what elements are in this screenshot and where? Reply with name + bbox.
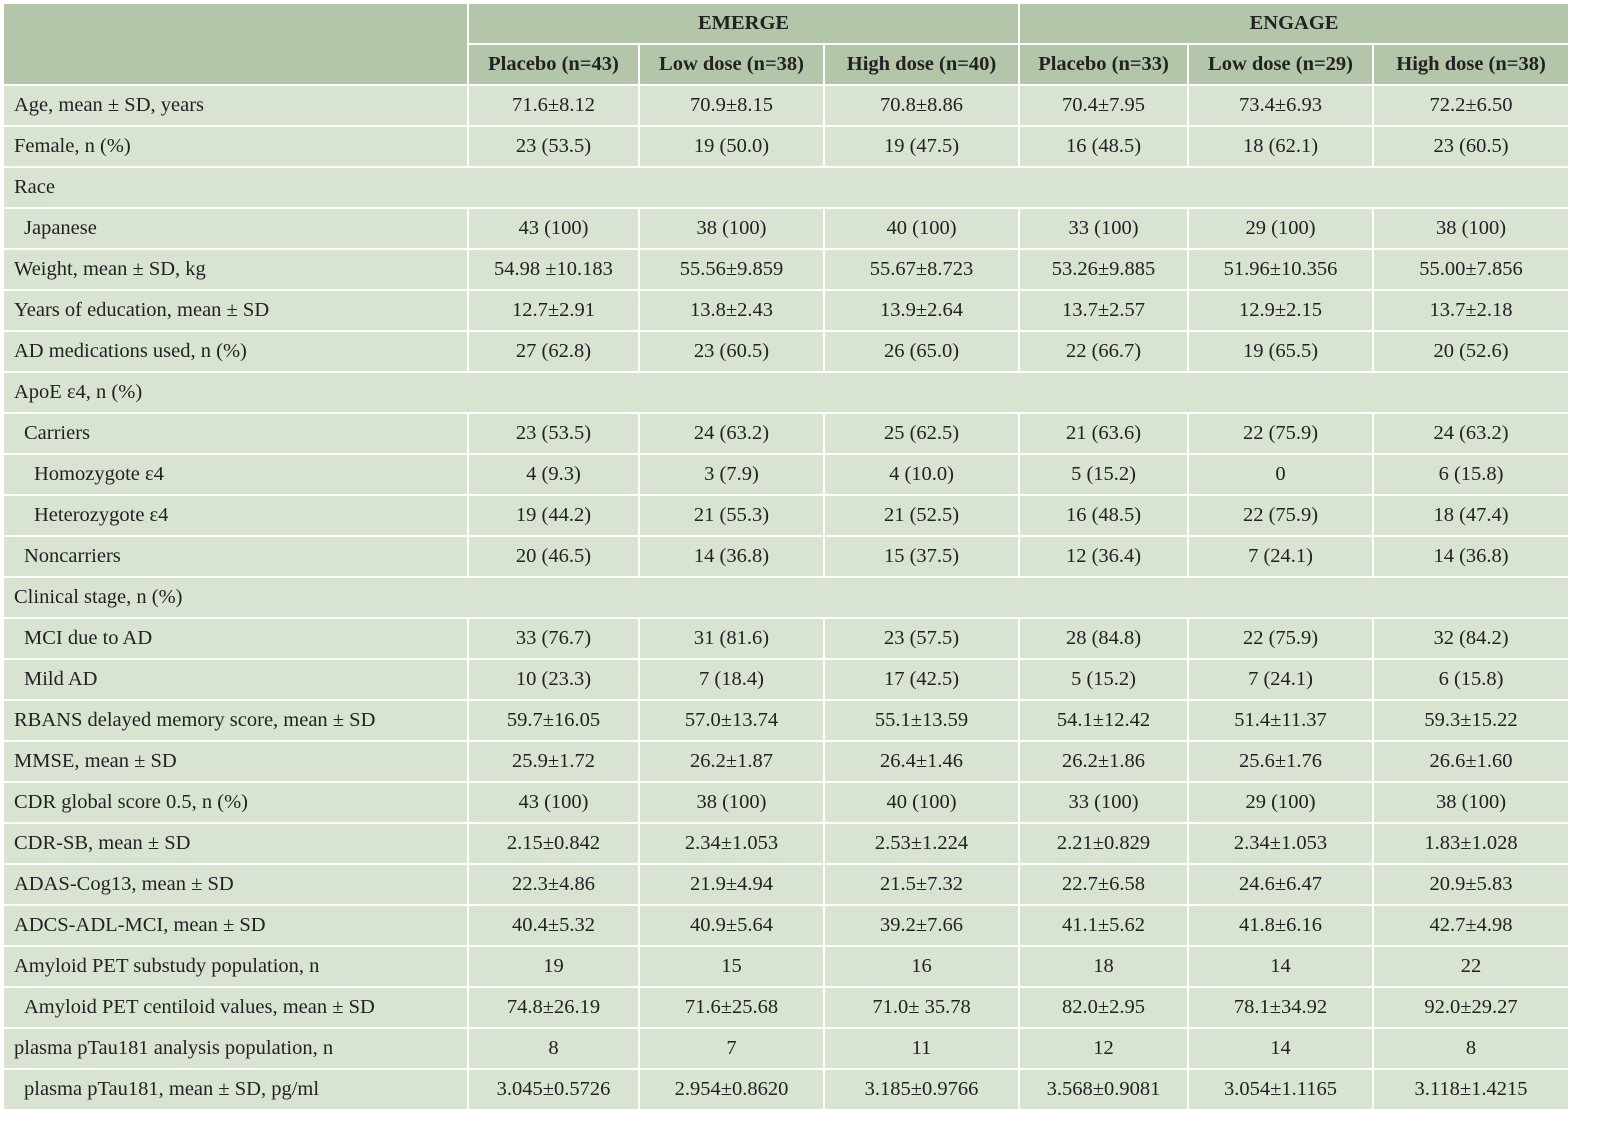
row-label: Years of education, mean ± SD (3, 290, 468, 331)
row-label: Race (3, 167, 1569, 208)
table-cell: 25.9±1.72 (468, 741, 639, 782)
table-cell: 3.054±1.1165 (1188, 1069, 1373, 1110)
table-cell: 11 (824, 1028, 1019, 1069)
table-row (3, 741, 1569, 782)
table-cell: 40.4±5.32 (468, 905, 639, 946)
table-row (3, 1069, 1569, 1110)
table-cell: 26.2±1.86 (1019, 741, 1188, 782)
row-label: CDR global score 0.5, n (%) (3, 782, 468, 823)
table-cell: 8 (468, 1028, 639, 1069)
table-cell: 12 (1019, 1028, 1188, 1069)
table-row (3, 454, 1569, 495)
table-cell: 51.4±11.37 (1188, 700, 1373, 741)
table-cell: 73.4±6.93 (1188, 85, 1373, 126)
table-cell: 54.1±12.42 (1019, 700, 1188, 741)
table-cell: 10 (23.3) (468, 659, 639, 700)
table-cell: 5 (15.2) (1019, 659, 1188, 700)
table-row (3, 864, 1569, 905)
table-cell: 70.8±8.86 (824, 85, 1019, 126)
table-cell: 40 (100) (824, 208, 1019, 249)
table-cell: 29 (100) (1188, 208, 1373, 249)
table-cell: 3.568±0.9081 (1019, 1069, 1188, 1110)
row-label: AD medications used, n (%) (3, 331, 468, 372)
table-cell: 82.0±2.95 (1019, 987, 1188, 1028)
table-cell: 19 (50.0) (639, 126, 824, 167)
table-cell: 27 (62.8) (468, 331, 639, 372)
table-cell: 25.6±1.76 (1188, 741, 1373, 782)
table-cell: 78.1±34.92 (1188, 987, 1373, 1028)
table-cell: 40.9±5.64 (639, 905, 824, 946)
table-cell: 14 (36.8) (1373, 536, 1569, 577)
row-label: Weight, mean ± SD, kg (3, 249, 468, 290)
row-label: plasma pTau181, mean ± SD, pg/ml (3, 1069, 468, 1110)
table-cell: 2.954±0.8620 (639, 1069, 824, 1110)
table-row (3, 85, 1569, 126)
table-cell: 1.83±1.028 (1373, 823, 1569, 864)
table-cell: 74.8±26.19 (468, 987, 639, 1028)
table-cell: 13.7±2.57 (1019, 290, 1188, 331)
table-cell: 4 (9.3) (468, 454, 639, 495)
column-header: Placebo (n=33) (1019, 44, 1188, 85)
table-cell: 38 (100) (639, 208, 824, 249)
row-label: ADAS-Cog13, mean ± SD (3, 864, 468, 905)
table-cell: 72.2±6.50 (1373, 85, 1569, 126)
table-cell: 19 (47.5) (824, 126, 1019, 167)
table-cell: 25 (62.5) (824, 413, 1019, 454)
table-cell: 16 (48.5) (1019, 126, 1188, 167)
table-cell: 59.7±16.05 (468, 700, 639, 741)
row-label: RBANS delayed memory score, mean ± SD (3, 700, 468, 741)
header-corner-cell (3, 3, 468, 85)
table-cell: 16 (824, 946, 1019, 987)
table-cell: 92.0±29.27 (1373, 987, 1569, 1028)
table-cell: 21 (63.6) (1019, 413, 1188, 454)
table-cell: 7 (24.1) (1188, 659, 1373, 700)
row-label: plasma pTau181 analysis population, n (3, 1028, 468, 1069)
table-cell: 53.26±9.885 (1019, 249, 1188, 290)
table-cell: 2.34±1.053 (1188, 823, 1373, 864)
row-label: Homozygote ε4 (3, 454, 468, 495)
table-cell: 20.9±5.83 (1373, 864, 1569, 905)
row-label: Amyloid PET centiloid values, mean ± SD (3, 987, 468, 1028)
table-cell: 22 (75.9) (1188, 413, 1373, 454)
table-cell: 19 (468, 946, 639, 987)
table-cell: 22 (75.9) (1188, 495, 1373, 536)
table-cell: 16 (48.5) (1019, 495, 1188, 536)
row-label: Amyloid PET substudy population, n (3, 946, 468, 987)
row-label: ADCS-ADL-MCI, mean ± SD (3, 905, 468, 946)
group-header-emerge: EMERGE (468, 3, 1019, 44)
table-cell: 33 (100) (1019, 208, 1188, 249)
table-cell: 15 (639, 946, 824, 987)
table-row (3, 987, 1569, 1028)
table-cell: 33 (76.7) (468, 618, 639, 659)
table-row (3, 372, 1569, 413)
table-header (3, 3, 1569, 85)
table-cell: 2.34±1.053 (639, 823, 824, 864)
table-cell: 0 (1188, 454, 1373, 495)
table-cell: 59.3±15.22 (1373, 700, 1569, 741)
table-cell: 40 (100) (824, 782, 1019, 823)
table-cell: 41.1±5.62 (1019, 905, 1188, 946)
table-cell: 2.15±0.842 (468, 823, 639, 864)
table-cell: 55.00±7.856 (1373, 249, 1569, 290)
table-cell: 28 (84.8) (1019, 618, 1188, 659)
table-row (3, 577, 1569, 618)
table-cell: 43 (100) (468, 782, 639, 823)
table-cell: 71.6±8.12 (468, 85, 639, 126)
table-cell: 7 (639, 1028, 824, 1069)
table-cell: 21 (55.3) (639, 495, 824, 536)
table-cell: 57.0±13.74 (639, 700, 824, 741)
table-cell: 24.6±6.47 (1188, 864, 1373, 905)
table-row (3, 618, 1569, 659)
table-row (3, 782, 1569, 823)
table-cell: 4 (10.0) (824, 454, 1019, 495)
table-cell: 22 (1373, 946, 1569, 987)
table-cell: 12.9±2.15 (1188, 290, 1373, 331)
table-row (3, 495, 1569, 536)
table-cell: 24 (63.2) (1373, 413, 1569, 454)
table-cell: 38 (100) (1373, 782, 1569, 823)
table-cell: 21.5±7.32 (824, 864, 1019, 905)
row-label: ApoE ε4, n (%) (3, 372, 1569, 413)
table-cell: 12.7±2.91 (468, 290, 639, 331)
table-cell: 23 (53.5) (468, 126, 639, 167)
table-cell: 43 (100) (468, 208, 639, 249)
table-cell: 17 (42.5) (824, 659, 1019, 700)
table-cell: 38 (100) (1373, 208, 1569, 249)
table-cell: 41.8±6.16 (1188, 905, 1373, 946)
table-row (3, 413, 1569, 454)
table-cell: 33 (100) (1019, 782, 1188, 823)
table-body (3, 85, 1569, 1110)
table-cell: 23 (60.5) (1373, 126, 1569, 167)
column-header: Placebo (n=43) (468, 44, 639, 85)
baseline-characteristics-table (2, 2, 1570, 1111)
column-header: High dose (n=38) (1373, 44, 1569, 85)
table-cell: 21.9±4.94 (639, 864, 824, 905)
table-cell: 6 (15.8) (1373, 659, 1569, 700)
row-label: Japanese (3, 208, 468, 249)
table-cell: 14 (1188, 1028, 1373, 1069)
table-cell: 8 (1373, 1028, 1569, 1069)
table-row (3, 249, 1569, 290)
table-cell: 23 (53.5) (468, 413, 639, 454)
table-cell: 3 (7.9) (639, 454, 824, 495)
table-cell: 21 (52.5) (824, 495, 1019, 536)
row-label: Clinical stage, n (%) (3, 577, 1569, 618)
table-cell: 15 (37.5) (824, 536, 1019, 577)
table-cell: 2.21±0.829 (1019, 823, 1188, 864)
table-row (3, 946, 1569, 987)
table-cell: 55.1±13.59 (824, 700, 1019, 741)
table-cell: 54.98 ±10.183 (468, 249, 639, 290)
row-label: Carriers (3, 413, 468, 454)
table-row (3, 1028, 1569, 1069)
table-cell: 14 (1188, 946, 1373, 987)
table-cell: 70.4±7.95 (1019, 85, 1188, 126)
table-cell: 3.185±0.9766 (824, 1069, 1019, 1110)
table-cell: 13.8±2.43 (639, 290, 824, 331)
table-cell: 32 (84.2) (1373, 618, 1569, 659)
table-cell: 2.53±1.224 (824, 823, 1019, 864)
table-cell: 13.9±2.64 (824, 290, 1019, 331)
table-cell: 55.56±9.859 (639, 249, 824, 290)
table-cell: 18 (62.1) (1188, 126, 1373, 167)
row-label: MMSE, mean ± SD (3, 741, 468, 782)
table-cell: 19 (44.2) (468, 495, 639, 536)
table-cell: 19 (65.5) (1188, 331, 1373, 372)
row-label: CDR-SB, mean ± SD (3, 823, 468, 864)
table-cell: 13.7±2.18 (1373, 290, 1569, 331)
row-label: MCI due to AD (3, 618, 468, 659)
table-row (3, 331, 1569, 372)
table-cell: 26.4±1.46 (824, 741, 1019, 782)
table-row (3, 167, 1569, 208)
table-cell: 71.0± 35.78 (824, 987, 1019, 1028)
table-cell: 20 (52.6) (1373, 331, 1569, 372)
table-cell: 14 (36.8) (639, 536, 824, 577)
row-label: Heterozygote ε4 (3, 495, 468, 536)
table-cell: 42.7±4.98 (1373, 905, 1569, 946)
table-cell: 18 (1019, 946, 1188, 987)
table-cell: 5 (15.2) (1019, 454, 1188, 495)
table-cell: 23 (60.5) (639, 331, 824, 372)
table-cell: 26.2±1.87 (639, 741, 824, 782)
table-cell: 71.6±25.68 (639, 987, 824, 1028)
table-cell: 23 (57.5) (824, 618, 1019, 659)
table-cell: 24 (63.2) (639, 413, 824, 454)
table-cell: 22.7±6.58 (1019, 864, 1188, 905)
table-cell: 55.67±8.723 (824, 249, 1019, 290)
row-label: Mild AD (3, 659, 468, 700)
row-label: Female, n (%) (3, 126, 468, 167)
table-cell: 29 (100) (1188, 782, 1373, 823)
table-cell: 22.3±4.86 (468, 864, 639, 905)
table-row (3, 659, 1569, 700)
row-label: Noncarriers (3, 536, 468, 577)
table-cell: 26 (65.0) (824, 331, 1019, 372)
table-row (3, 126, 1569, 167)
table-cell: 20 (46.5) (468, 536, 639, 577)
group-header-engage: ENGAGE (1019, 3, 1569, 44)
table-row (3, 290, 1569, 331)
table-cell: 39.2±7.66 (824, 905, 1019, 946)
table-cell: 7 (18.4) (639, 659, 824, 700)
table-cell: 3.118±1.4215 (1373, 1069, 1569, 1110)
table-cell: 31 (81.6) (639, 618, 824, 659)
column-header: High dose (n=40) (824, 44, 1019, 85)
table-cell: 6 (15.8) (1373, 454, 1569, 495)
table-row (3, 536, 1569, 577)
table-row (3, 208, 1569, 249)
table-cell: 7 (24.1) (1188, 536, 1373, 577)
table-row (3, 823, 1569, 864)
table-cell: 38 (100) (639, 782, 824, 823)
table-cell: 22 (75.9) (1188, 618, 1373, 659)
table-cell: 70.9±8.15 (639, 85, 824, 126)
table-row (3, 700, 1569, 741)
column-header: Low dose (n=38) (639, 44, 824, 85)
table-cell: 12 (36.4) (1019, 536, 1188, 577)
table-cell: 3.045±0.5726 (468, 1069, 639, 1110)
row-label: Age, mean ± SD, years (3, 85, 468, 126)
table-cell: 51.96±10.356 (1188, 249, 1373, 290)
table-cell: 18 (47.4) (1373, 495, 1569, 536)
column-header: Low dose (n=29) (1188, 44, 1373, 85)
table-cell: 26.6±1.60 (1373, 741, 1569, 782)
table-cell: 22 (66.7) (1019, 331, 1188, 372)
table-row (3, 905, 1569, 946)
header-group-row (3, 3, 1569, 44)
